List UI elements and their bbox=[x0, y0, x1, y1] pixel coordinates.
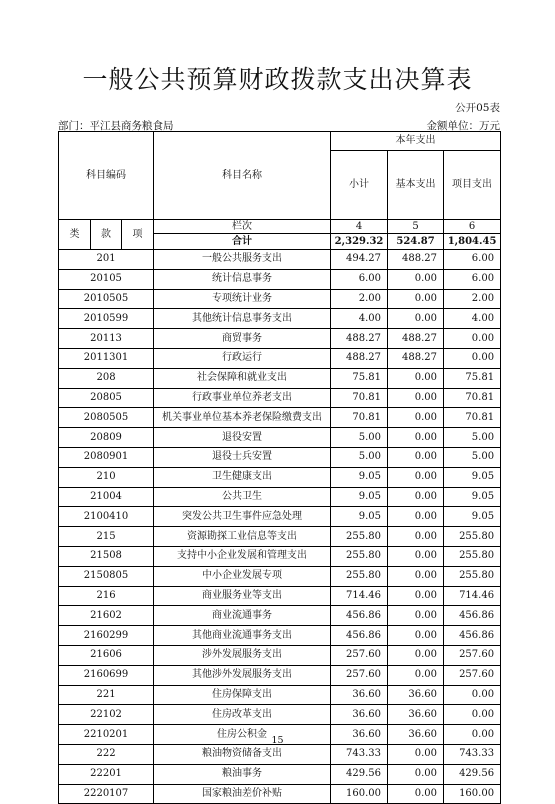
table-row bbox=[59, 705, 501, 725]
row-basic: 36.60 bbox=[388, 725, 444, 745]
row-project: 6.00 bbox=[444, 250, 501, 270]
row-code: 221 bbox=[59, 685, 154, 705]
total-subtotal: 2,329.32 bbox=[331, 234, 388, 250]
total-project: 1,804.45 bbox=[444, 234, 501, 250]
row-name: 一般公共服务支出 bbox=[154, 250, 331, 270]
row-project: 456.86 bbox=[444, 626, 501, 646]
row-code: 208 bbox=[59, 368, 154, 388]
row-name: 资源勘探工业信息等支出 bbox=[154, 527, 331, 547]
row-code: 2080505 bbox=[59, 408, 154, 428]
header-lei: 类 bbox=[59, 220, 91, 250]
row-code: 22102 bbox=[59, 705, 154, 725]
row-name: 机关事业单位基本养老保险缴费支出 bbox=[154, 408, 331, 428]
row-code: 2011301 bbox=[59, 348, 154, 368]
row-name: 专项统计业务 bbox=[154, 289, 331, 309]
row-name: 中小企业发展专项 bbox=[154, 566, 331, 586]
table-row bbox=[59, 546, 501, 566]
row-basic: 0.00 bbox=[388, 626, 444, 646]
row-name: 公共卫生 bbox=[154, 487, 331, 507]
row-subtotal: 36.60 bbox=[331, 685, 388, 705]
row-basic: 0.00 bbox=[388, 467, 444, 487]
table-row bbox=[59, 428, 501, 448]
table-row bbox=[59, 626, 501, 646]
row-project: 0.00 bbox=[444, 725, 501, 745]
row-name: 住房改革支出 bbox=[154, 705, 331, 725]
row-project: 4.00 bbox=[444, 309, 501, 329]
row-subtotal: 9.05 bbox=[331, 507, 388, 527]
row-name: 退役士兵安置 bbox=[154, 447, 331, 467]
row-code: 2160699 bbox=[59, 665, 154, 685]
form-number: 公开05表 bbox=[455, 102, 500, 114]
row-project: 9.05 bbox=[444, 487, 501, 507]
header-subtotal: 小计 bbox=[331, 151, 388, 220]
header-xiang: 项 bbox=[122, 220, 154, 250]
row-name: 住房保障支出 bbox=[154, 685, 331, 705]
row-subtotal: 2.00 bbox=[331, 289, 388, 309]
row-subtotal: 6.00 bbox=[331, 269, 388, 289]
header-project: 项目支出 bbox=[444, 151, 501, 220]
row-project: 75.81 bbox=[444, 368, 501, 388]
row-basic: 0.00 bbox=[388, 764, 444, 784]
row-basic: 0.00 bbox=[388, 586, 444, 606]
row-name: 其他涉外发展服务支出 bbox=[154, 665, 331, 685]
row-subtotal: 429.56 bbox=[331, 764, 388, 784]
row-project: 5.00 bbox=[444, 428, 501, 448]
row-subtotal: 743.33 bbox=[331, 744, 388, 764]
row-basic: 0.00 bbox=[388, 527, 444, 547]
row-subtotal: 4.00 bbox=[331, 309, 388, 329]
table-row bbox=[59, 447, 501, 467]
row-project: 6.00 bbox=[444, 269, 501, 289]
row-basic: 0.00 bbox=[388, 546, 444, 566]
row-subtotal: 714.46 bbox=[331, 586, 388, 606]
table-row bbox=[59, 388, 501, 408]
row-project: 70.81 bbox=[444, 408, 501, 428]
row-subtotal: 9.05 bbox=[331, 487, 388, 507]
row-code: 20805 bbox=[59, 388, 154, 408]
table-row bbox=[59, 348, 501, 368]
row-code: 21004 bbox=[59, 487, 154, 507]
row-project: 257.60 bbox=[444, 665, 501, 685]
row-name: 统计信息事务 bbox=[154, 269, 331, 289]
row-code: 216 bbox=[59, 586, 154, 606]
row-basic: 0.00 bbox=[388, 744, 444, 764]
row-basic: 36.60 bbox=[388, 705, 444, 725]
table-row bbox=[59, 368, 501, 388]
table-row bbox=[59, 685, 501, 705]
row-project: 255.80 bbox=[444, 527, 501, 547]
table-row bbox=[59, 289, 501, 309]
table-row bbox=[59, 744, 501, 764]
page-number: 15 bbox=[271, 735, 284, 746]
row-name: 商业服务业等支出 bbox=[154, 586, 331, 606]
header-col6: 6 bbox=[444, 220, 501, 234]
row-basic: 36.60 bbox=[388, 685, 444, 705]
row-basic: 488.27 bbox=[388, 329, 444, 349]
total-basic: 524.87 bbox=[388, 234, 444, 250]
row-subtotal: 5.00 bbox=[331, 447, 388, 467]
row-name: 支持中小企业发展和管理支出 bbox=[154, 546, 331, 566]
row-subtotal: 36.60 bbox=[331, 725, 388, 745]
header-basic: 基本支出 bbox=[388, 151, 444, 220]
row-subtotal: 257.60 bbox=[331, 665, 388, 685]
table-row bbox=[59, 606, 501, 626]
row-project: 9.05 bbox=[444, 507, 501, 527]
row-code: 20809 bbox=[59, 428, 154, 448]
row-basic: 0.00 bbox=[388, 269, 444, 289]
table-row bbox=[59, 586, 501, 606]
row-basic: 0.00 bbox=[388, 388, 444, 408]
row-subtotal: 75.81 bbox=[331, 368, 388, 388]
row-name: 行政运行 bbox=[154, 348, 331, 368]
row-name: 涉外发展服务支出 bbox=[154, 645, 331, 665]
table-row bbox=[59, 507, 501, 527]
row-name: 粮油事务 bbox=[154, 764, 331, 784]
table-row bbox=[59, 566, 501, 586]
row-subtotal: 255.80 bbox=[331, 546, 388, 566]
header-column-no: 栏次 bbox=[154, 220, 331, 234]
row-basic: 488.27 bbox=[388, 348, 444, 368]
row-name: 粮油物资储备支出 bbox=[154, 744, 331, 764]
row-name: 社会保障和就业支出 bbox=[154, 368, 331, 388]
row-code: 21606 bbox=[59, 645, 154, 665]
row-basic: 0.00 bbox=[388, 309, 444, 329]
row-code: 2010599 bbox=[59, 309, 154, 329]
row-code: 2220107 bbox=[59, 784, 154, 804]
row-code: 210 bbox=[59, 467, 154, 487]
header-name: 科目名称 bbox=[154, 132, 331, 220]
table-row bbox=[59, 527, 501, 547]
row-name: 商业流通事务 bbox=[154, 606, 331, 626]
row-name: 退役安置 bbox=[154, 428, 331, 448]
table-row bbox=[59, 665, 501, 685]
row-code: 22201 bbox=[59, 764, 154, 784]
row-subtotal: 257.60 bbox=[331, 645, 388, 665]
row-code: 201 bbox=[59, 250, 154, 270]
expenditure-table bbox=[58, 131, 501, 804]
row-name: 行政事业单位养老支出 bbox=[154, 388, 331, 408]
header-code: 科目编码 bbox=[59, 132, 154, 220]
row-basic: 0.00 bbox=[388, 507, 444, 527]
row-project: 9.05 bbox=[444, 467, 501, 487]
row-basic: 0.00 bbox=[388, 665, 444, 685]
department-label: 部门：平江县商务粮食局 bbox=[58, 120, 174, 132]
row-code: 2210201 bbox=[59, 725, 154, 745]
row-name: 突发公共卫生事件应急处理 bbox=[154, 507, 331, 527]
row-subtotal: 255.80 bbox=[331, 527, 388, 547]
row-basic: 0.00 bbox=[388, 368, 444, 388]
row-subtotal: 456.86 bbox=[331, 606, 388, 626]
row-basic: 0.00 bbox=[388, 566, 444, 586]
table-row bbox=[59, 487, 501, 507]
table-row bbox=[59, 269, 501, 289]
page-title: 一般公共预算财政拨款支出决算表 bbox=[82, 65, 473, 94]
row-project: 2.00 bbox=[444, 289, 501, 309]
row-project: 0.00 bbox=[444, 329, 501, 349]
row-basic: 0.00 bbox=[388, 428, 444, 448]
row-name: 国家粮油差价补贴 bbox=[154, 784, 331, 804]
row-name: 其他统计信息事务支出 bbox=[154, 309, 331, 329]
row-project: 70.81 bbox=[444, 388, 501, 408]
row-basic: 0.00 bbox=[388, 606, 444, 626]
row-project: 714.46 bbox=[444, 586, 501, 606]
row-project: 257.60 bbox=[444, 645, 501, 665]
header-col4: 4 bbox=[331, 220, 388, 234]
row-project: 743.33 bbox=[444, 744, 501, 764]
row-subtotal: 456.86 bbox=[331, 626, 388, 646]
header-current-year: 本年支出 bbox=[331, 132, 501, 151]
row-basic: 0.00 bbox=[388, 289, 444, 309]
row-name: 住房公积金 bbox=[154, 725, 331, 745]
row-code: 20113 bbox=[59, 329, 154, 349]
header-kuan: 款 bbox=[91, 220, 122, 250]
unit-label: 金额单位：万元 bbox=[426, 120, 500, 132]
table-row bbox=[59, 309, 501, 329]
row-subtotal: 488.27 bbox=[331, 329, 388, 349]
table-row bbox=[59, 764, 501, 784]
row-project: 0.00 bbox=[444, 348, 501, 368]
table-row bbox=[59, 329, 501, 349]
row-name: 卫生健康支出 bbox=[154, 467, 331, 487]
row-project: 429.56 bbox=[444, 764, 501, 784]
table-row bbox=[59, 784, 501, 804]
row-code: 2100410 bbox=[59, 507, 154, 527]
row-project: 456.86 bbox=[444, 606, 501, 626]
table-row bbox=[59, 467, 501, 487]
row-code: 20105 bbox=[59, 269, 154, 289]
row-code: 2080901 bbox=[59, 447, 154, 467]
row-subtotal: 160.00 bbox=[331, 784, 388, 804]
row-basic: 0.00 bbox=[388, 784, 444, 804]
header-col5: 5 bbox=[388, 220, 444, 234]
row-project: 255.80 bbox=[444, 546, 501, 566]
row-basic: 488.27 bbox=[388, 250, 444, 270]
row-subtotal: 5.00 bbox=[331, 428, 388, 448]
row-name: 商贸事务 bbox=[154, 329, 331, 349]
row-code: 2010505 bbox=[59, 289, 154, 309]
row-project: 255.80 bbox=[444, 566, 501, 586]
row-code: 2150805 bbox=[59, 566, 154, 586]
row-code: 21508 bbox=[59, 546, 154, 566]
row-subtotal: 494.27 bbox=[331, 250, 388, 270]
row-project: 160.00 bbox=[444, 784, 501, 804]
row-code: 222 bbox=[59, 744, 154, 764]
row-subtotal: 36.60 bbox=[331, 705, 388, 725]
total-label: 合计 bbox=[154, 234, 331, 250]
row-basic: 0.00 bbox=[388, 645, 444, 665]
row-project: 0.00 bbox=[444, 705, 501, 725]
row-basic: 0.00 bbox=[388, 487, 444, 507]
row-subtotal: 70.81 bbox=[331, 408, 388, 428]
row-basic: 0.00 bbox=[388, 447, 444, 467]
row-code: 21602 bbox=[59, 606, 154, 626]
row-name: 其他商业流通事务支出 bbox=[154, 626, 331, 646]
table-row bbox=[59, 408, 501, 428]
row-code: 215 bbox=[59, 527, 154, 547]
row-project: 5.00 bbox=[444, 447, 501, 467]
row-subtotal: 9.05 bbox=[331, 467, 388, 487]
table-row bbox=[59, 645, 501, 665]
row-subtotal: 70.81 bbox=[331, 388, 388, 408]
row-subtotal: 255.80 bbox=[331, 566, 388, 586]
row-subtotal: 488.27 bbox=[331, 348, 388, 368]
row-project: 0.00 bbox=[444, 685, 501, 705]
row-code: 2160299 bbox=[59, 626, 154, 646]
table-row bbox=[59, 250, 501, 270]
row-basic: 0.00 bbox=[388, 408, 444, 428]
